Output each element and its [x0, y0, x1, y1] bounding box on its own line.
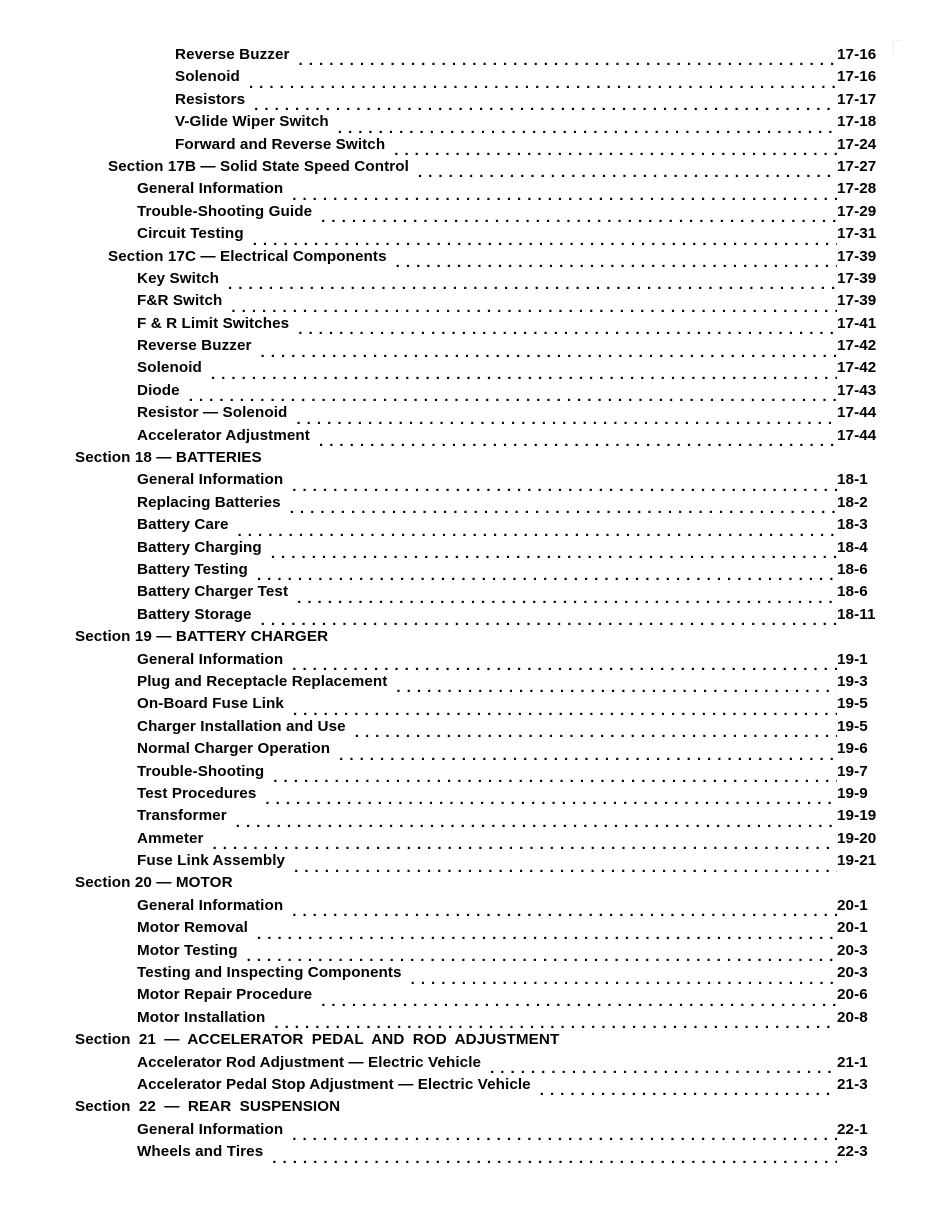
toc-entry-title: Forward and Reverse Switch — [175, 135, 386, 153]
toc-page-number: 17-43 — [837, 381, 877, 399]
toc-page-number: 17-42 — [837, 359, 877, 377]
toc-page-number: 17-17 — [837, 90, 877, 108]
toc-entry-title: Charger Installation and Use — [137, 717, 346, 735]
dot-leader — [257, 567, 837, 582]
toc-entry-title: Motor Testing — [137, 941, 238, 959]
dot-leader — [189, 388, 837, 403]
dot-leader — [292, 903, 837, 918]
toc-entry — [0, 1121, 935, 1143]
dot-leader — [293, 701, 837, 716]
toc-page-number: 19-5 — [837, 717, 868, 735]
toc-entry-title: Trouble-Shooting Guide — [137, 202, 313, 220]
toc-entry-title: Diode — [137, 381, 180, 399]
toc-entry — [0, 986, 935, 1008]
toc-page-number: 20-3 — [837, 964, 868, 982]
toc-entry-title: Motor Removal — [137, 919, 249, 937]
toc-entry — [0, 1143, 935, 1165]
toc-entry-title: Ammeter — [137, 829, 204, 847]
toc-page-number: 18-2 — [837, 493, 868, 511]
dot-leader — [396, 253, 837, 268]
dot-leader — [292, 1126, 837, 1141]
toc-page-number: 19-21 — [837, 852, 877, 870]
dot-leader — [228, 276, 837, 291]
toc-entry-title: On-Board Fuse Link — [137, 695, 284, 713]
dot-leader — [249, 74, 837, 89]
dot-leader — [211, 365, 837, 380]
dot-leader — [254, 96, 837, 111]
toc-entry — [0, 606, 935, 628]
dot-leader — [238, 522, 837, 537]
toc-page-number: 19-6 — [837, 740, 868, 758]
toc-page-number: 20-6 — [837, 986, 868, 1004]
toc-page-number: 17-41 — [837, 314, 877, 332]
toc-page-number: 20-1 — [837, 919, 868, 937]
toc-page-number: 21-1 — [837, 1053, 868, 1071]
dot-leader — [292, 656, 837, 671]
toc-page-number: 20-3 — [837, 941, 868, 959]
dot-leader — [394, 141, 837, 156]
toc-entry-title: Replacing Batteries — [137, 493, 281, 511]
toc-page-number: 17-31 — [837, 225, 877, 243]
toc-entry-title: Reverse Buzzer — [137, 337, 252, 355]
dot-leader — [298, 320, 837, 335]
toc-entry — [0, 651, 935, 673]
dot-leader — [231, 298, 837, 313]
toc-entry — [0, 539, 935, 561]
dot-leader — [253, 231, 837, 246]
toc-section-header — [0, 449, 935, 471]
toc-entry-title: Reverse Buzzer — [175, 46, 290, 63]
dot-leader — [296, 410, 837, 425]
dot-leader — [292, 477, 837, 492]
toc-entry — [0, 830, 935, 852]
dot-leader — [261, 343, 837, 358]
dot-leader — [247, 947, 837, 962]
toc-entry-title: Wheels and Tires — [137, 1143, 264, 1161]
toc-entry — [0, 471, 935, 493]
toc-page-number: 17-29 — [837, 202, 877, 220]
toc-page-number: 18-11 — [837, 605, 876, 623]
toc-entry — [0, 942, 935, 964]
toc-entry-title: Resistor — Solenoid — [137, 404, 288, 422]
dot-leader — [273, 768, 837, 783]
toc-page-number: 18-4 — [837, 538, 868, 556]
dot-leader — [261, 611, 837, 626]
dot-leader — [294, 858, 837, 873]
dot-leader — [338, 119, 837, 134]
toc-section-header — [0, 1098, 935, 1120]
toc-entry-title: Accelerator Adjustment — [137, 426, 310, 444]
toc-entry-title: V-Glide Wiper Switch — [175, 113, 329, 131]
toc-entry — [0, 561, 935, 583]
toc-page-number: 19-5 — [837, 695, 868, 713]
toc-entry — [0, 1076, 935, 1098]
toc-entry — [0, 337, 935, 359]
toc-page-number: 18-3 — [837, 516, 868, 534]
toc-page-number: 17-18 — [837, 113, 877, 131]
toc-entry-title: Section 17C — Electrical Components — [108, 247, 387, 265]
toc-page-number: 17-16 — [837, 46, 877, 63]
dot-leader — [297, 589, 837, 604]
dot-leader — [299, 52, 837, 67]
dot-leader — [292, 186, 837, 201]
toc-entry-title: Section 17B — Solid State Speed Control — [108, 157, 409, 175]
toc-entry-title: F&R Switch — [137, 292, 223, 310]
toc-entry-title: Section 19 — BATTERY CHARGER — [75, 628, 329, 646]
toc-entry — [0, 248, 935, 270]
dot-leader — [236, 813, 837, 828]
toc-page-number: 17-28 — [837, 180, 877, 198]
toc-page-number: 17-39 — [837, 292, 877, 310]
dot-leader — [257, 925, 837, 940]
toc-entry-title: Circuit Testing — [137, 225, 244, 243]
toc-entry — [0, 897, 935, 919]
toc-entry-title: Fuse Link Assembly — [137, 852, 286, 870]
toc-page-number: 19-20 — [837, 829, 877, 847]
toc-entry-title: Battery Charger Test — [137, 583, 289, 601]
toc-entry-title: Battery Storage — [137, 605, 252, 623]
dot-leader — [272, 1149, 837, 1164]
toc-entry — [0, 1009, 935, 1031]
dot-leader — [213, 835, 837, 850]
toc-entry-title: Normal Charger Operation — [137, 740, 331, 758]
dot-leader — [290, 500, 837, 515]
dot-leader — [321, 992, 837, 1007]
toc-entry — [0, 113, 935, 135]
toc-entry-title: General Information — [137, 650, 284, 668]
toc-entry — [0, 315, 935, 337]
toc-entry — [0, 1054, 935, 1076]
dot-leader — [265, 791, 837, 806]
toc-entry-title: Key Switch — [137, 269, 220, 287]
toc-entry — [0, 718, 935, 740]
toc-entry — [0, 136, 935, 158]
toc-entry — [0, 46, 935, 68]
dot-leader — [411, 970, 837, 985]
dot-leader — [274, 1014, 837, 1029]
toc-page-number: 19-1 — [837, 650, 868, 668]
toc-page-number: 19-19 — [837, 807, 877, 825]
dot-leader — [355, 723, 837, 738]
toc-entry-title: Battery Testing — [137, 560, 248, 578]
toc-page-number: 21-3 — [837, 1075, 868, 1093]
dot-leader — [271, 544, 837, 559]
toc-entry-title: General Information — [137, 471, 284, 489]
toc-entry-title: Battery Charging — [137, 538, 262, 556]
toc-entry — [0, 494, 935, 516]
toc-entry-title: Resistors — [175, 90, 246, 108]
toc-page-number: 19-9 — [837, 784, 868, 802]
toc-page-number: 17-44 — [837, 404, 877, 422]
table-of-contents — [0, 46, 935, 1166]
toc-entry-title: Testing and Inspecting Components — [137, 964, 402, 982]
toc-entry — [0, 225, 935, 247]
toc-entry-title: Motor Installation — [137, 1008, 266, 1026]
toc-entry-title: General Information — [137, 180, 284, 198]
toc-entry-title: Accelerator Rod Adjustment — Electric Vehicle — [137, 1053, 482, 1071]
toc-entry-title: Test Procedures — [137, 784, 257, 802]
dot-leader — [418, 164, 837, 179]
toc-entry — [0, 270, 935, 292]
toc-section-header — [0, 628, 935, 650]
toc-entry — [0, 583, 935, 605]
toc-entry-title: Motor Repair Procedure — [137, 986, 313, 1004]
toc-page-number: 19-3 — [837, 672, 868, 690]
toc-entry-title: F & R Limit Switches — [137, 314, 290, 332]
toc-entry — [0, 203, 935, 225]
toc-page-number: 17-24 — [837, 135, 877, 153]
toc-entry — [0, 673, 935, 695]
toc-entry — [0, 919, 935, 941]
toc-entry-title: Solenoid — [175, 68, 240, 86]
toc-entry — [0, 158, 935, 180]
toc-entry — [0, 404, 935, 426]
dot-leader — [339, 746, 837, 761]
toc-page-number: 20-1 — [837, 896, 868, 914]
toc-section-header — [0, 874, 935, 896]
toc-page-number: 17-39 — [837, 269, 877, 287]
toc-entry — [0, 763, 935, 785]
toc-entry — [0, 180, 935, 202]
toc-entry — [0, 91, 935, 113]
toc-page-number: 18-6 — [837, 560, 868, 578]
toc-entry — [0, 382, 935, 404]
toc-entry — [0, 292, 935, 314]
toc-page-number: 20-8 — [837, 1008, 868, 1026]
toc-page-number: 19-7 — [837, 762, 868, 780]
dot-leader — [540, 1082, 837, 1097]
toc-entry-title: Battery Care — [137, 516, 229, 534]
toc-page-number: 22-3 — [837, 1143, 868, 1161]
toc-entry — [0, 695, 935, 717]
dot-leader — [319, 432, 837, 447]
toc-entry-title: Section 21 — ACCELERATOR PEDAL AND ROD ADJUSTMENT — [75, 1031, 560, 1049]
dot-leader — [321, 208, 837, 223]
toc-entry-title: Plug and Receptacle Replacement — [137, 672, 388, 690]
toc-entry-title: Transformer — [137, 807, 227, 825]
toc-page-number: 17-42 — [837, 337, 877, 355]
toc-entry-title: General Information — [137, 1120, 284, 1138]
toc-entry-title: Section 18 — BATTERIES — [75, 449, 262, 467]
toc-entry — [0, 359, 935, 381]
dot-leader — [490, 1059, 837, 1074]
dot-leader — [396, 679, 837, 694]
toc-page-number: 18-6 — [837, 583, 868, 601]
toc-entry — [0, 427, 935, 449]
toc-page-number: 17-39 — [837, 247, 877, 265]
toc-page-number: 18-1 — [837, 471, 868, 489]
toc-entry-title: Trouble-Shooting — [137, 762, 265, 780]
toc-entry-title: Accelerator Pedal Stop Adjustment — Electric Vehicle — [137, 1075, 531, 1093]
toc-entry — [0, 852, 935, 874]
toc-entry-title: General Information — [137, 896, 284, 914]
toc-entry-title: Section 22 — REAR SUSPENSION — [75, 1098, 341, 1116]
toc-entry — [0, 68, 935, 90]
toc-page-number: 17-27 — [837, 157, 877, 175]
toc-entry — [0, 807, 935, 829]
toc-entry — [0, 964, 935, 986]
toc-entry-title: Section 20 — MOTOR — [75, 874, 233, 892]
toc-entry — [0, 785, 935, 807]
toc-entry — [0, 740, 935, 762]
toc-page-number: 17-16 — [837, 68, 877, 86]
toc-page-number: 17-44 — [837, 426, 877, 444]
toc-page-number: 22-1 — [837, 1120, 868, 1138]
toc-section-header — [0, 1031, 935, 1053]
toc-entry — [0, 516, 935, 538]
toc-entry-title: Solenoid — [137, 359, 202, 377]
